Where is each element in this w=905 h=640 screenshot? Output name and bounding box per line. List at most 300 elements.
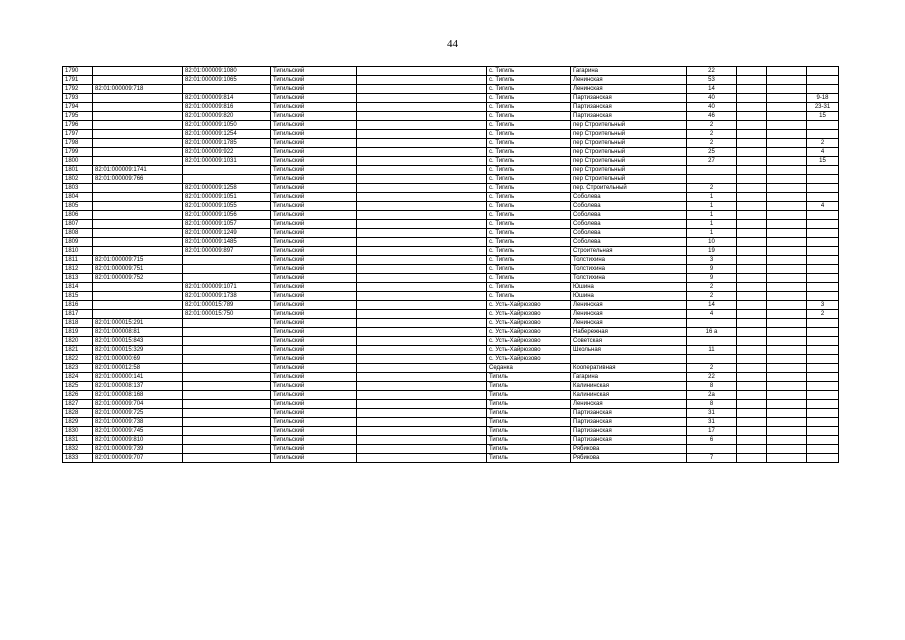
- cell-column-blank: [357, 337, 487, 346]
- cell-cadastral-number-land: [93, 229, 183, 238]
- cell-apartment: [807, 274, 839, 283]
- cell-column-blank-3: [767, 364, 807, 373]
- cell-district: Тигильский: [271, 346, 357, 355]
- cell-district: Тигильский: [271, 94, 357, 103]
- cell-street: Юшина: [571, 283, 687, 292]
- cell-column-blank: [357, 355, 487, 364]
- cell-street: Рябикова: [571, 454, 687, 463]
- cell-house-number: 17: [687, 427, 737, 436]
- cell-settlement: Тигиль: [487, 427, 571, 436]
- cell-column-blank-2: [737, 211, 767, 220]
- cell-house-number: 1: [687, 193, 737, 202]
- table-row: [63, 274, 839, 283]
- cell-cadastral-number-building: [183, 355, 271, 364]
- cell-street: Кооперативная: [571, 364, 687, 373]
- cell-house-number: 40: [687, 103, 737, 112]
- table-row: [63, 175, 839, 184]
- cell-column-blank-3: [767, 328, 807, 337]
- cell-settlement: с. Тигиль: [487, 85, 571, 94]
- cell-cadastral-number-building: 82:01:000009:1065: [183, 76, 271, 85]
- cell-apartment: 23-31: [807, 103, 839, 112]
- cell-settlement: с. Усть-Хайрюзово: [487, 328, 571, 337]
- cell-column-blank-3: [767, 157, 807, 166]
- cell-house-number: 31: [687, 409, 737, 418]
- cell-column-blank-3: [767, 301, 807, 310]
- cell-row-number: 1828: [63, 409, 93, 418]
- cell-apartment: [807, 337, 839, 346]
- cell-apartment: [807, 211, 839, 220]
- cell-row-number: 1823: [63, 364, 93, 373]
- cell-district: Тигильский: [271, 445, 357, 454]
- cell-row-number: 1815: [63, 292, 93, 301]
- cell-house-number: 19: [687, 247, 737, 256]
- cell-district: Тигильский: [271, 175, 357, 184]
- cell-column-blank-3: [767, 193, 807, 202]
- cell-column-blank-2: [737, 139, 767, 148]
- cell-street: Школьная: [571, 346, 687, 355]
- cell-street: Юшина: [571, 292, 687, 301]
- cell-row-number: 1813: [63, 274, 93, 283]
- cell-column-blank: [357, 220, 487, 229]
- cell-row-number: 1802: [63, 175, 93, 184]
- cell-settlement: с. Усть-Хайрюзово: [487, 319, 571, 328]
- cell-column-blank: [357, 436, 487, 445]
- cell-settlement: с. Тигиль: [487, 292, 571, 301]
- cell-apartment: [807, 67, 839, 76]
- cell-settlement: Тигиль: [487, 436, 571, 445]
- cell-cadastral-number-building: 82:01:000009:1738: [183, 292, 271, 301]
- cell-column-blank-2: [737, 409, 767, 418]
- cell-apartment: 3: [807, 301, 839, 310]
- cell-cadastral-number-land: 82:01:000009:707: [93, 454, 183, 463]
- cell-cadastral-number-land: 82:01:000009:739: [93, 445, 183, 454]
- table-row: [63, 85, 839, 94]
- cell-settlement: Тигиль: [487, 391, 571, 400]
- cell-cadastral-number-building: [183, 445, 271, 454]
- cell-cadastral-number-land: [93, 238, 183, 247]
- cell-apartment: [807, 328, 839, 337]
- table-row: [63, 283, 839, 292]
- cell-house-number: 2: [687, 130, 737, 139]
- cell-column-blank: [357, 310, 487, 319]
- cell-settlement: с. Тигиль: [487, 229, 571, 238]
- cell-house-number: 1: [687, 202, 737, 211]
- cell-column-blank: [357, 409, 487, 418]
- registry-table: [62, 66, 839, 463]
- cell-cadastral-number-building: 82:01:000009:1031: [183, 157, 271, 166]
- cell-district: Тигильский: [271, 274, 357, 283]
- table-row: [63, 319, 839, 328]
- cell-column-blank-2: [737, 274, 767, 283]
- cell-row-number: 1820: [63, 337, 93, 346]
- cell-cadastral-number-land: [93, 292, 183, 301]
- cell-house-number: [687, 355, 737, 364]
- cell-cadastral-number-building: 82:01:000009:820: [183, 112, 271, 121]
- cell-row-number: 1791: [63, 76, 93, 85]
- cell-column-blank-2: [737, 301, 767, 310]
- cell-cadastral-number-building: 82:01:000009:1080: [183, 67, 271, 76]
- cell-cadastral-number-building: 82:01:000009:816: [183, 103, 271, 112]
- cell-district: Тигильский: [271, 112, 357, 121]
- table-row: [63, 184, 839, 193]
- cell-column-blank-3: [767, 67, 807, 76]
- cell-column-blank: [357, 211, 487, 220]
- table-row: [63, 292, 839, 301]
- cell-column-blank-2: [737, 112, 767, 121]
- cell-street: Толстихина: [571, 256, 687, 265]
- cell-cadastral-number-building: [183, 337, 271, 346]
- cell-column-blank: [357, 265, 487, 274]
- cell-column-blank-3: [767, 247, 807, 256]
- cell-apartment: [807, 436, 839, 445]
- table-row: [63, 238, 839, 247]
- cell-street: пер Строительный: [571, 121, 687, 130]
- cell-apartment: [807, 292, 839, 301]
- cell-column-blank: [357, 94, 487, 103]
- cell-apartment: [807, 283, 839, 292]
- cell-column-blank-2: [737, 85, 767, 94]
- cell-row-number: 1811: [63, 256, 93, 265]
- cell-street: Соболева: [571, 220, 687, 229]
- registry-body: [63, 67, 839, 463]
- cell-house-number: 3: [687, 256, 737, 265]
- cell-district: Тигильский: [271, 229, 357, 238]
- cell-apartment: 15: [807, 112, 839, 121]
- cell-cadastral-number-building: 82:01:000015:789: [183, 301, 271, 310]
- cell-street: Соболева: [571, 229, 687, 238]
- cell-street: Партизанская: [571, 418, 687, 427]
- cell-cadastral-number-building: 82:01:000009:1057: [183, 220, 271, 229]
- cell-house-number: 7: [687, 454, 737, 463]
- table-row: [63, 139, 839, 148]
- table-row: [63, 193, 839, 202]
- cell-house-number: 2: [687, 139, 737, 148]
- cell-column-blank-2: [737, 184, 767, 193]
- cell-column-blank-3: [767, 148, 807, 157]
- cell-column-blank-2: [737, 391, 767, 400]
- cell-cadastral-number-building: 82:01:000015:750: [183, 310, 271, 319]
- cell-column-blank: [357, 391, 487, 400]
- cell-row-number: 1795: [63, 112, 93, 121]
- cell-apartment: 2: [807, 310, 839, 319]
- cell-house-number: 16 а: [687, 328, 737, 337]
- cell-district: Тигильский: [271, 283, 357, 292]
- cell-cadastral-number-land: 82:01:000009:715: [93, 256, 183, 265]
- cell-settlement: с. Тигиль: [487, 166, 571, 175]
- cell-cadastral-number-building: 82:01:000009:1485: [183, 238, 271, 247]
- cell-district: Тигильский: [271, 310, 357, 319]
- cell-apartment: [807, 355, 839, 364]
- cell-column-blank-3: [767, 355, 807, 364]
- cell-row-number: 1810: [63, 247, 93, 256]
- cell-column-blank-3: [767, 283, 807, 292]
- cell-settlement: с. Тигиль: [487, 256, 571, 265]
- cell-street: пер Строительный: [571, 148, 687, 157]
- cell-district: Тигильский: [271, 238, 357, 247]
- cell-column-blank: [357, 67, 487, 76]
- cell-cadastral-number-land: 82:01:000009:752: [93, 274, 183, 283]
- cell-settlement: с. Усть-Хайрюзово: [487, 355, 571, 364]
- cell-apartment: [807, 319, 839, 328]
- cell-row-number: 1822: [63, 355, 93, 364]
- cell-street: Рябикова: [571, 445, 687, 454]
- table-row: [63, 112, 839, 121]
- cell-street: Партизанская: [571, 103, 687, 112]
- cell-house-number: 2: [687, 364, 737, 373]
- cell-cadastral-number-land: 82:01:000009:704: [93, 400, 183, 409]
- cell-settlement: с. Тигиль: [487, 184, 571, 193]
- cell-column-blank-3: [767, 139, 807, 148]
- cell-apartment: [807, 409, 839, 418]
- page-number: 44: [447, 38, 458, 50]
- cell-house-number: [687, 175, 737, 184]
- cell-settlement: с. Тигиль: [487, 103, 571, 112]
- cell-settlement: с. Тигиль: [487, 247, 571, 256]
- cell-district: Тигильский: [271, 103, 357, 112]
- cell-cadastral-number-land: [93, 130, 183, 139]
- cell-house-number: 10: [687, 238, 737, 247]
- cell-column-blank-3: [767, 409, 807, 418]
- cell-house-number: 40: [687, 94, 737, 103]
- cell-cadastral-number-land: 82:01:000008:81: [93, 328, 183, 337]
- cell-house-number: 14: [687, 301, 737, 310]
- table-row: [63, 94, 839, 103]
- cell-cadastral-number-building: 82:01:000009:814: [183, 94, 271, 103]
- cell-district: Тигильский: [271, 265, 357, 274]
- cell-row-number: 1827: [63, 400, 93, 409]
- cell-district: Тигильский: [271, 121, 357, 130]
- cell-column-blank: [357, 139, 487, 148]
- cell-apartment: [807, 265, 839, 274]
- cell-apartment: [807, 193, 839, 202]
- cell-column-blank-2: [737, 346, 767, 355]
- cell-street: Советская: [571, 337, 687, 346]
- cell-column-blank-2: [737, 382, 767, 391]
- cell-street: Гагарина: [571, 67, 687, 76]
- cell-settlement: с. Тигиль: [487, 238, 571, 247]
- cell-cadastral-number-land: 82:01:000012:58: [93, 364, 183, 373]
- cell-street: Строительная: [571, 247, 687, 256]
- cell-column-blank-2: [737, 283, 767, 292]
- cell-row-number: 1794: [63, 103, 93, 112]
- cell-street: Соболева: [571, 202, 687, 211]
- cell-column-blank: [357, 445, 487, 454]
- table-row: [63, 157, 839, 166]
- cell-column-blank: [357, 364, 487, 373]
- cell-row-number: 1796: [63, 121, 93, 130]
- cell-column-blank-2: [737, 157, 767, 166]
- cell-row-number: 1826: [63, 391, 93, 400]
- cell-column-blank-2: [737, 103, 767, 112]
- cell-row-number: 1818: [63, 319, 93, 328]
- cell-column-blank-3: [767, 391, 807, 400]
- cell-apartment: [807, 400, 839, 409]
- cell-column-blank: [357, 274, 487, 283]
- cell-apartment: [807, 364, 839, 373]
- cell-house-number: 46: [687, 112, 737, 121]
- cell-cadastral-number-building: [183, 85, 271, 94]
- cell-row-number: 1800: [63, 157, 93, 166]
- cell-apartment: 4: [807, 202, 839, 211]
- cell-cadastral-number-land: [93, 211, 183, 220]
- table-row: [63, 418, 839, 427]
- cell-row-number: 1824: [63, 373, 93, 382]
- cell-row-number: 1825: [63, 382, 93, 391]
- cell-cadastral-number-land: 82:01:000015:843: [93, 337, 183, 346]
- cell-column-blank-3: [767, 382, 807, 391]
- cell-cadastral-number-land: [93, 283, 183, 292]
- cell-house-number: 25: [687, 148, 737, 157]
- cell-column-blank-2: [737, 220, 767, 229]
- cell-apartment: 15: [807, 157, 839, 166]
- cell-settlement: Тигиль: [487, 409, 571, 418]
- cell-row-number: 1798: [63, 139, 93, 148]
- cell-column-blank: [357, 292, 487, 301]
- cell-cadastral-number-building: 82:01:000009:1785: [183, 139, 271, 148]
- cell-street: Ленинская: [571, 301, 687, 310]
- cell-column-blank-3: [767, 418, 807, 427]
- cell-district: Тигильский: [271, 328, 357, 337]
- cell-settlement: с. Тигиль: [487, 211, 571, 220]
- cell-house-number: 6: [687, 436, 737, 445]
- cell-settlement: Седанка: [487, 364, 571, 373]
- cell-cadastral-number-land: [93, 76, 183, 85]
- cell-district: Тигильский: [271, 373, 357, 382]
- cell-cadastral-number-land: [93, 139, 183, 148]
- cell-street: Ленинская: [571, 310, 687, 319]
- cell-cadastral-number-land: [93, 94, 183, 103]
- cell-settlement: Тигиль: [487, 418, 571, 427]
- cell-street: Партизанская: [571, 409, 687, 418]
- cell-district: Тигильский: [271, 319, 357, 328]
- cell-street: Ленинская: [571, 319, 687, 328]
- cell-cadastral-number-land: 82:01:000015:291: [93, 319, 183, 328]
- cell-column-blank-2: [737, 436, 767, 445]
- cell-column-blank-3: [767, 184, 807, 193]
- cell-apartment: 2: [807, 139, 839, 148]
- cell-street: пер. Строительный: [571, 184, 687, 193]
- cell-street: пер Строительный: [571, 139, 687, 148]
- cell-cadastral-number-building: 82:01:000009:1258: [183, 184, 271, 193]
- cell-cadastral-number-land: 82:01:000008:168: [93, 391, 183, 400]
- cell-cadastral-number-land: 82:01:000009:725: [93, 409, 183, 418]
- cell-district: Тигильский: [271, 454, 357, 463]
- cell-cadastral-number-building: [183, 328, 271, 337]
- cell-cadastral-number-land: 82:01:000009:766: [93, 175, 183, 184]
- cell-apartment: [807, 391, 839, 400]
- cell-district: Тигильский: [271, 193, 357, 202]
- cell-district: Тигильский: [271, 337, 357, 346]
- cell-column-blank-2: [737, 454, 767, 463]
- cell-apartment: 4: [807, 148, 839, 157]
- cell-column-blank-2: [737, 67, 767, 76]
- cell-house-number: [687, 319, 737, 328]
- cell-column-blank-3: [767, 202, 807, 211]
- cell-cadastral-number-land: [93, 112, 183, 121]
- cell-column-blank-3: [767, 319, 807, 328]
- cell-cadastral-number-land: 82:01:000009:738: [93, 418, 183, 427]
- cell-district: Тигильский: [271, 301, 357, 310]
- cell-cadastral-number-building: 82:01:000009:1050: [183, 121, 271, 130]
- cell-street: Соболева: [571, 211, 687, 220]
- table-row: [63, 355, 839, 364]
- cell-column-blank-2: [737, 364, 767, 373]
- cell-district: Тигильский: [271, 67, 357, 76]
- cell-settlement: Тигиль: [487, 382, 571, 391]
- cell-row-number: 1790: [63, 67, 93, 76]
- cell-column-blank: [357, 130, 487, 139]
- cell-street: Калининская: [571, 382, 687, 391]
- cell-column-blank-2: [737, 94, 767, 103]
- cell-cadastral-number-building: [183, 274, 271, 283]
- cell-row-number: 1814: [63, 283, 93, 292]
- cell-column-blank-3: [767, 166, 807, 175]
- cell-district: Тигильский: [271, 184, 357, 193]
- cell-column-blank: [357, 121, 487, 130]
- cell-house-number: 2: [687, 292, 737, 301]
- cell-cadastral-number-building: 82:01:000009:1249: [183, 229, 271, 238]
- cell-row-number: 1804: [63, 193, 93, 202]
- cell-column-blank-2: [737, 175, 767, 184]
- cell-column-blank: [357, 202, 487, 211]
- cell-apartment: [807, 238, 839, 247]
- cell-house-number: 8: [687, 382, 737, 391]
- cell-house-number: 2: [687, 283, 737, 292]
- cell-column-blank-3: [767, 175, 807, 184]
- cell-row-number: 1830: [63, 427, 93, 436]
- cell-street: [571, 355, 687, 364]
- cell-house-number: 22: [687, 67, 737, 76]
- cell-street: Соболева: [571, 238, 687, 247]
- cell-column-blank-3: [767, 229, 807, 238]
- cell-district: Тигильский: [271, 400, 357, 409]
- cell-column-blank: [357, 184, 487, 193]
- cell-row-number: 1807: [63, 220, 93, 229]
- cell-row-number: 1808: [63, 229, 93, 238]
- cell-district: Тигильский: [271, 166, 357, 175]
- cell-column-blank: [357, 418, 487, 427]
- cell-column-blank-2: [737, 337, 767, 346]
- cell-street: Ленинская: [571, 85, 687, 94]
- cell-cadastral-number-land: [93, 310, 183, 319]
- cell-house-number: 22: [687, 373, 737, 382]
- cell-settlement: с. Тигиль: [487, 265, 571, 274]
- cell-apartment: [807, 85, 839, 94]
- cell-column-blank-2: [737, 238, 767, 247]
- cell-settlement: с. Тигиль: [487, 112, 571, 121]
- cell-apartment: [807, 427, 839, 436]
- cell-column-blank-2: [737, 427, 767, 436]
- cell-house-number: 2: [687, 184, 737, 193]
- cell-cadastral-number-land: [93, 184, 183, 193]
- cell-district: Тигильский: [271, 220, 357, 229]
- table-row: [63, 373, 839, 382]
- cell-street: Ленинская: [571, 400, 687, 409]
- cell-cadastral-number-land: [93, 220, 183, 229]
- cell-column-blank-2: [737, 121, 767, 130]
- table-row: [63, 310, 839, 319]
- cell-street: Толстихина: [571, 274, 687, 283]
- cell-house-number: [687, 337, 737, 346]
- cell-settlement: Тигиль: [487, 400, 571, 409]
- table-row: [63, 301, 839, 310]
- cell-house-number: 2а: [687, 391, 737, 400]
- cell-district: Тигильский: [271, 355, 357, 364]
- cell-column-blank: [357, 283, 487, 292]
- table-row: [63, 427, 839, 436]
- cell-column-blank-2: [737, 76, 767, 85]
- cell-house-number: [687, 445, 737, 454]
